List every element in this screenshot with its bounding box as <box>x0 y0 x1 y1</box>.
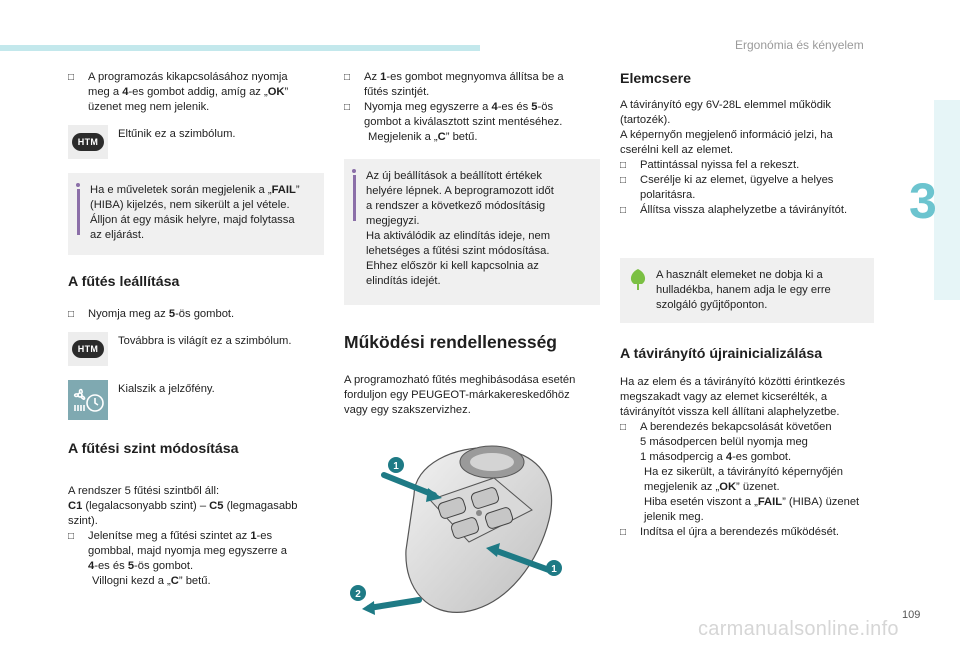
button-number: 5 <box>531 101 538 113</box>
info-box <box>68 173 324 255</box>
text: vagy egy szakszervizhez. <box>344 404 471 416</box>
remote-body <box>406 446 552 612</box>
ok-message: OK <box>719 481 737 493</box>
text: Megjelenik a „ <box>368 131 438 143</box>
callout-1-right <box>546 560 562 576</box>
text: szolgáló gyűjtőponton. <box>656 299 768 311</box>
text: Ha aktiválódik az elindítás ideje, nem <box>366 230 551 242</box>
text: (tartozék). <box>620 114 671 126</box>
htm-label: HTM <box>72 133 104 151</box>
text: megjegyzi. <box>366 215 420 227</box>
bullet-marker-icon: □ <box>620 422 627 433</box>
bullet-marker-icon: □ <box>68 531 75 542</box>
info-icon <box>350 169 358 221</box>
text: -es gombot megnyomva állítsa be a <box>386 71 564 83</box>
bullet-item <box>344 100 600 145</box>
text: jelenik meg. <box>644 511 704 523</box>
bullet-marker-icon: □ <box>620 175 627 186</box>
remote-control-diagram <box>344 440 584 615</box>
text: Az <box>364 71 381 83</box>
info-icon <box>74 183 82 235</box>
text: -ös gombot. <box>175 308 235 320</box>
text: A távirányító egy 6V-28L elemmel működik <box>620 99 832 111</box>
column-right <box>620 70 874 540</box>
c-letter: C <box>170 575 179 587</box>
bullet-item <box>620 203 874 218</box>
bullet-item <box>620 158 874 173</box>
indicator-note <box>68 380 324 420</box>
bullet-item <box>68 307 324 322</box>
text: hulladékba, hanem adja le egy erre <box>656 284 831 296</box>
bullet-marker-icon: □ <box>68 309 75 320</box>
header-accent-bar <box>0 45 480 51</box>
symbol-note <box>68 332 324 366</box>
bullet-marker-icon: □ <box>68 72 75 83</box>
bullet-item <box>344 70 600 100</box>
text: Nyomja meg az <box>88 308 169 320</box>
section-title: Ergonómia és kényelem <box>735 38 864 52</box>
text: Állítsa vissza alaphelyzetbe a távirányítót. <box>640 204 848 216</box>
text: lehetséges a fűtési szint módosítása. <box>366 245 550 257</box>
text: polaritásra. <box>640 189 696 201</box>
text: -ös gombot. <box>134 560 194 572</box>
text: cserélni kell az elemet. <box>620 144 734 156</box>
bullet-item <box>68 529 324 589</box>
chapter-tab <box>934 100 960 300</box>
button-number: 5 <box>127 560 135 572</box>
text: ” <box>284 86 289 98</box>
button-number: 5 <box>168 308 176 320</box>
text: A programozás kikapcsolásához nyomja <box>88 71 288 83</box>
symbol-note-text: Továbbra is világít ez a szimbólum. <box>118 335 292 347</box>
text: -ös <box>537 101 554 113</box>
text: meg a <box>88 86 123 98</box>
callout-label: 1 <box>393 461 399 472</box>
arrow-head-icon <box>362 601 375 615</box>
htm-symbol-icon <box>68 332 108 366</box>
text: ” betű. <box>445 131 478 143</box>
c-letter: C <box>437 131 446 143</box>
recycling-note-box <box>620 258 874 323</box>
symbol-note-text: Eltűnik ez a szimbólum. <box>118 128 236 140</box>
text: fűtés szintjét. <box>364 86 430 98</box>
bullet-item <box>620 420 874 525</box>
button-number: 4 <box>122 86 129 98</box>
text: -es <box>256 530 273 542</box>
text: Ha e műveletek során megjelenik a „ <box>90 184 272 196</box>
text: A berendezés bekapcsolását követően <box>640 421 832 433</box>
indicator-note-text: Kialszik a jelzőfény. <box>118 383 215 395</box>
text: A képernyőn megjelenő információ jelzi, ha <box>620 129 833 141</box>
text: megjelenik az „ <box>644 481 720 493</box>
text: Pattintással nyissa fel a rekeszt. <box>640 159 800 171</box>
heading-malfunction: Működési rendellenesség <box>344 332 557 352</box>
button-number: 4 <box>725 451 733 463</box>
text: (legalacsonyabb szint) – <box>82 500 210 512</box>
callout-2 <box>350 585 366 601</box>
text: Nyomja meg egyszerre a <box>364 101 492 113</box>
button-number: 4 <box>88 560 95 572</box>
callout-1-top <box>388 457 404 473</box>
info-box <box>344 159 600 305</box>
text: szint). <box>68 515 98 527</box>
text: gombbal, majd nyomja meg egyszerre a <box>88 545 287 557</box>
level-label: C1 <box>68 500 83 512</box>
heading-heating-level: A fűtési szint módosítása <box>68 441 239 457</box>
text: távirányítót vissza kell állítani alaphelyzetbe. <box>620 406 840 418</box>
callout-label: 1 <box>551 564 557 575</box>
text: A használt elemeket ne dobja ki a <box>656 269 823 281</box>
fan-clock-icon <box>71 385 105 415</box>
text: -es és <box>94 560 128 572</box>
callout-label: 2 <box>355 589 361 600</box>
text: -es gombot. <box>732 451 792 463</box>
column-middle <box>344 70 600 418</box>
bullet-item <box>620 173 874 203</box>
text: ” üzenet. <box>736 481 780 493</box>
text: Villogni kezd a „ <box>92 575 171 587</box>
text: 1 másodpercig a <box>640 451 726 463</box>
bullet-item <box>620 525 874 540</box>
text: (legmagasabb <box>223 500 298 512</box>
heading-battery-change: Elemcsere <box>620 71 691 87</box>
heading-heating-stop: A fűtés leállítása <box>68 274 180 290</box>
bullet-marker-icon: □ <box>620 160 627 171</box>
fail-message: FAIL <box>757 496 783 508</box>
column-left <box>68 70 324 589</box>
heating-indicator-icon <box>68 380 108 420</box>
text: A programozható fűtés meghibásodása esetén <box>344 374 576 386</box>
button-number: 1 <box>250 530 257 542</box>
text: Ha az elem és a távirányító közötti érintkezés <box>620 376 846 388</box>
bullet-marker-icon: □ <box>344 102 351 113</box>
text: A rendszer 5 fűtési szintből áll: <box>68 485 220 497</box>
text: ” <box>295 184 300 196</box>
text: Álljon át egy másik helyre, majd folytassa <box>90 214 295 226</box>
text: -es és <box>497 101 532 113</box>
text: forduljon egy PEUGEOT-márkakereskedőhöz <box>344 389 570 401</box>
button-number: 4 <box>491 101 498 113</box>
text: a rendszer a következő módosításig <box>366 200 546 212</box>
fail-message: FAIL <box>271 184 296 196</box>
text: elindítás idejét. <box>366 275 441 287</box>
text: ” (HIBA) üzenet <box>782 496 860 508</box>
text: helyére lépnek. A beprogramozott időt <box>366 185 554 197</box>
bullet-marker-icon: □ <box>620 205 627 216</box>
htm-symbol-icon <box>68 125 108 159</box>
text: Cserélje ki az elemet, ügyelve a helyes <box>640 174 834 186</box>
bullet-marker-icon: □ <box>620 527 627 538</box>
htm-label: HTM <box>72 340 104 358</box>
text: üzenet meg nem jelenik. <box>88 101 210 113</box>
text: Hiba esetén viszont a „ <box>644 496 758 508</box>
text: -es gombot addig, amíg az „ <box>128 86 268 98</box>
text: gombot a kiválasztott szint mentéséhez. <box>364 116 563 128</box>
text: Az új beállítások a beállított értékek <box>366 170 542 182</box>
leaf-icon <box>628 268 648 290</box>
text: Indítsa el újra a berendezés működését. <box>640 526 840 538</box>
symbol-note <box>68 125 324 159</box>
chapter-number: 3 <box>909 173 937 229</box>
text: megszakadt vagy az elemet kicserélték, a <box>620 391 828 403</box>
page-number: 109 <box>902 609 921 621</box>
text: ” betű. <box>178 575 211 587</box>
button-number: 1 <box>380 71 387 83</box>
bullet-item <box>68 70 324 115</box>
text: Ehhez először ki kell kapcsolnia az <box>366 260 539 272</box>
text: 5 másodpercen belül nyomja meg <box>640 436 808 448</box>
text: az eljárást. <box>90 229 145 241</box>
text: (HIBA) kijelzés, nem sikerült a jel vétele. <box>90 199 290 211</box>
level-label: C5 <box>209 500 224 512</box>
text: Jelenítse meg a fűtési szintet az <box>88 530 251 542</box>
heading-remote-reinit: A távirányító újrainicializálása <box>620 346 823 362</box>
text: Ha ez sikerült, a távirányító képernyőjén <box>644 466 843 478</box>
ok-message: OK <box>267 86 285 98</box>
watermark: carmanualsonline.info <box>698 618 899 640</box>
bullet-marker-icon: □ <box>344 72 351 83</box>
